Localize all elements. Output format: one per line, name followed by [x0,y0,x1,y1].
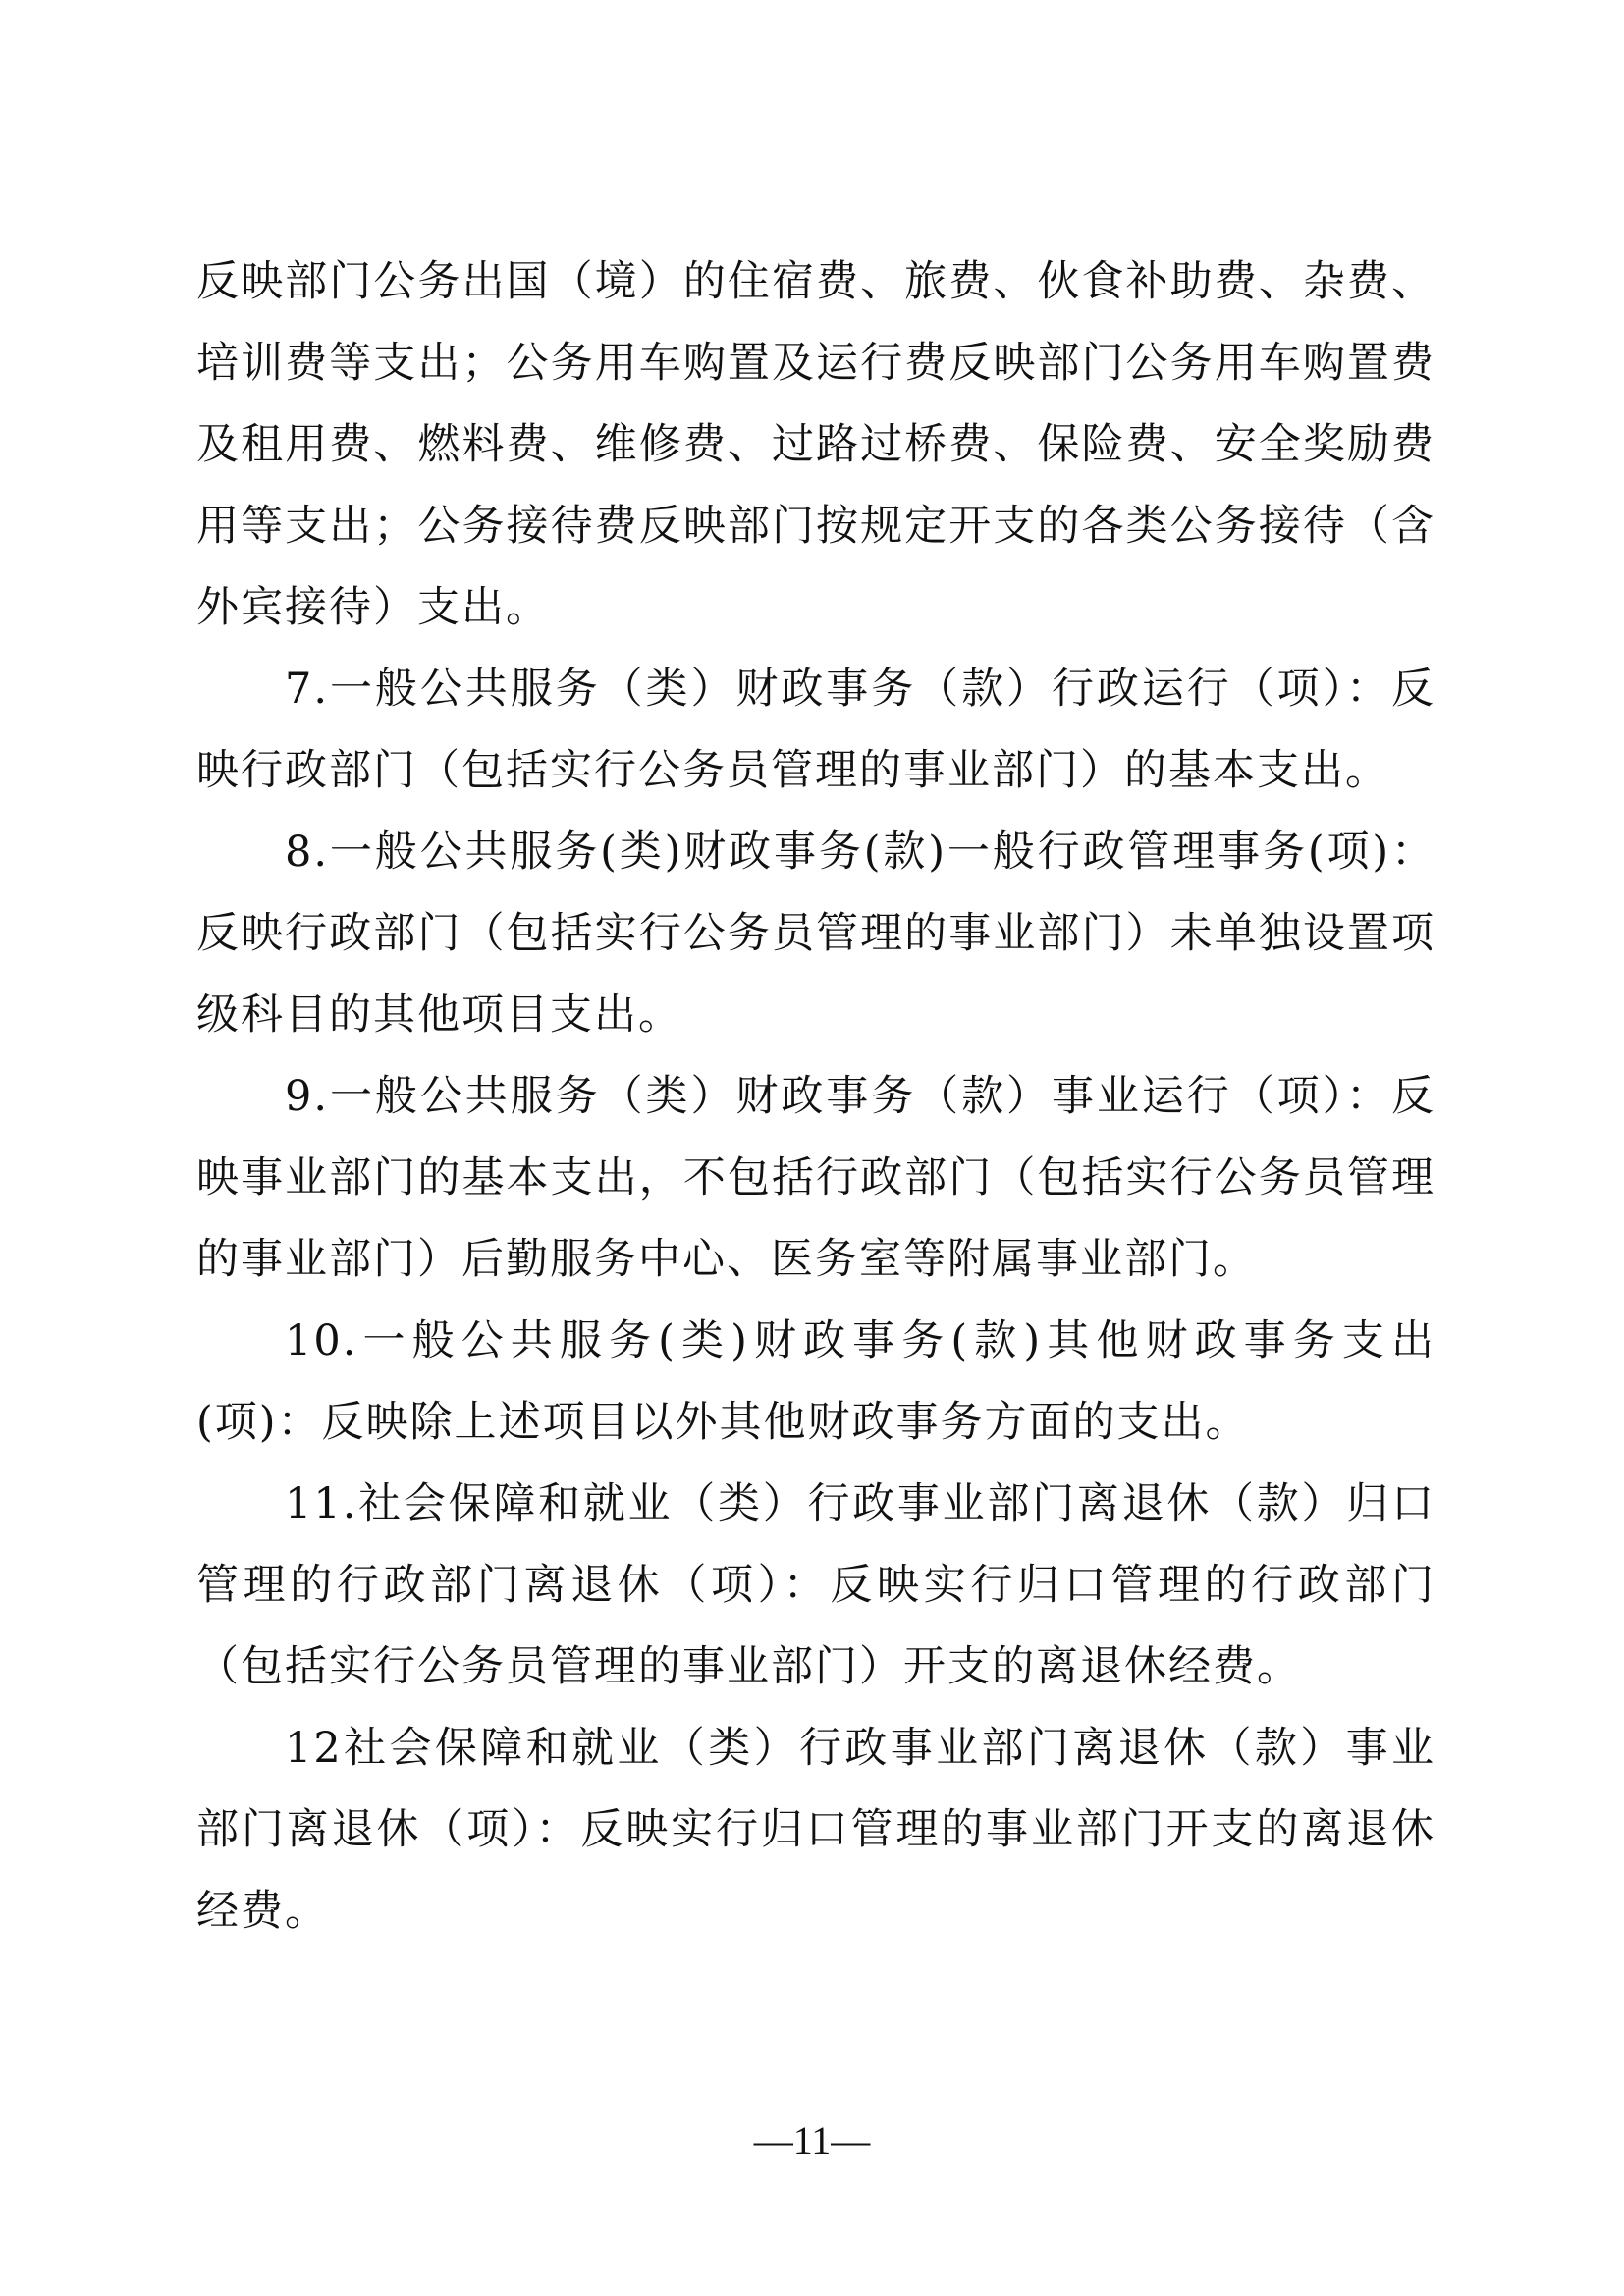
page-body [196,241,1435,1952]
paragraph-item-9: 9.一般公共服务（类）财政事务（款）事业运行（项）：反映事业部门的基本支出，不包括行政部门（包括实行公务员管理的事业部门）后勤服务中心、医务室等附属事业部门。 [196,1072,1435,1284]
paragraph-item-11: 11.社会保障和就业（类）行政事业部门离退休（款）归口管理的行政部门离退休（项）：反映实行归口管理的行政部门（包括实行公务员管理的事业部门）开支的离退休经费。 [196,1479,1435,1691]
paragraph-item-12: 12社会保障和就业（类）行政事业部门离退休（款）事业部门离退休（项）：反映实行归口管理的事业部门开支的离退休经费。 [196,1724,1435,1936]
paragraph-item-8: 8.一般公共服务(类)财政事务(款)一般行政管理事务(项)：反映行政部门（包括实行公务员管理的事业部门）未单独设置项级科目的其他项目支出。 [196,828,1435,1040]
paragraph-item-10: 10.一般公共服务(类)财政事务(款)其他财政事务支出(项)：反映除上述项目以外其他财政事务方面的支出。 [196,1316,1435,1447]
paragraph-continuation: 反映部门公务出国（境）的住宿费、旅费、伙食补助费、杂费、培训费等支出；公务用车购置及运行费反映部门公务用车购置费及租用费、燃料费、维修费、过路过桥费、保险费、安全奖励费用等支出；公务接待费反映部门按规定开支的各类公务接待（含外宾接待）支出。 [196,257,1435,632]
page-number: —11— [753,2118,871,2163]
paragraph-item-7: 7.一般公共服务（类）财政事务（款）行政运行（项）：反映行政部门（包括实行公务员管理的事业部门）的基本支出。 [196,665,1435,795]
